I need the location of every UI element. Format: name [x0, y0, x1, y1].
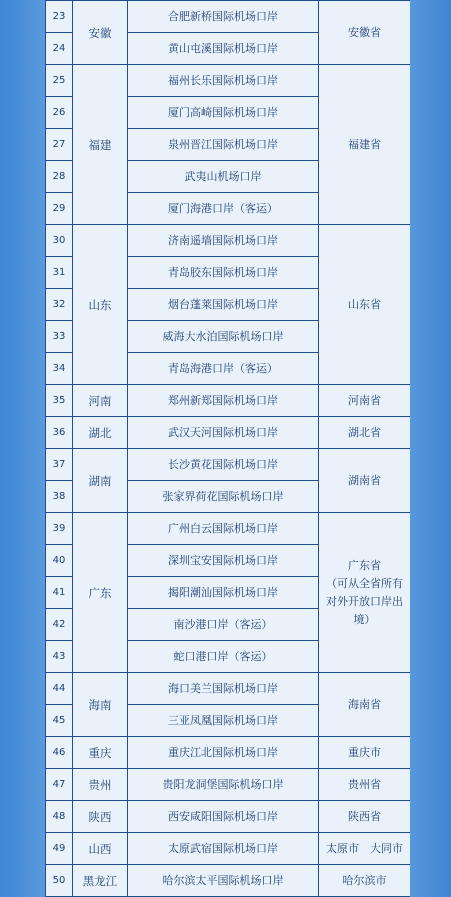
port-name: 太原武宿国际机场口岸 — [128, 833, 319, 865]
port-name: 贵阳龙洞堡国际机场口岸 — [128, 769, 319, 801]
province-cell: 山西 — [73, 833, 128, 865]
table-row — [46, 513, 411, 545]
row-number: 49 — [46, 833, 73, 865]
row-number: 32 — [46, 289, 73, 321]
port-name: 青岛海港口岸（客运） — [128, 353, 319, 385]
table-row — [46, 865, 411, 897]
province-cell: 陕西 — [73, 801, 128, 833]
scope-cell: 福建省 — [319, 65, 411, 225]
port-name: 长沙黄花国际机场口岸 — [128, 449, 319, 481]
table-row — [46, 769, 411, 801]
row-number: 43 — [46, 641, 73, 673]
province-cell: 贵州 — [73, 769, 128, 801]
row-number: 42 — [46, 609, 73, 641]
row-number: 27 — [46, 129, 73, 161]
row-number: 41 — [46, 577, 73, 609]
row-number: 31 — [46, 257, 73, 289]
table-row — [46, 385, 411, 417]
row-number: 44 — [46, 673, 73, 705]
port-name: 揭阳潮汕国际机场口岸 — [128, 577, 319, 609]
port-name: 武夷山机场口岸 — [128, 161, 319, 193]
scope-cell: 河南省 — [319, 385, 411, 417]
scope-cell: 湖北省 — [319, 417, 411, 449]
row-number: 25 — [46, 65, 73, 97]
port-name: 三亚凤凰国际机场口岸 — [128, 705, 319, 737]
port-name: 西安咸阳国际机场口岸 — [128, 801, 319, 833]
port-name: 福州长乐国际机场口岸 — [128, 65, 319, 97]
row-number: 37 — [46, 449, 73, 481]
table-row — [46, 673, 411, 705]
row-number: 26 — [46, 97, 73, 129]
province-cell: 海南 — [73, 673, 128, 737]
table-row — [46, 833, 411, 865]
port-name: 南沙港口岸（客运） — [128, 609, 319, 641]
port-name: 泉州晋江国际机场口岸 — [128, 129, 319, 161]
scope-text: 广东省 — [348, 558, 381, 572]
table-row — [46, 65, 411, 97]
port-name: 蛇口港口岸（客运） — [128, 641, 319, 673]
province-cell: 福建 — [73, 65, 128, 225]
port-name: 厦门海港口岸（客运） — [128, 193, 319, 225]
row-number: 28 — [46, 161, 73, 193]
scope-cell: 安徽省 — [319, 1, 411, 65]
row-number: 29 — [46, 193, 73, 225]
table-row — [46, 1, 411, 33]
row-number: 40 — [46, 545, 73, 577]
province-cell: 山东 — [73, 225, 128, 385]
port-name: 烟台蓬莱国际机场口岸 — [128, 289, 319, 321]
port-name: 郑州新郑国际机场口岸 — [128, 385, 319, 417]
port-name: 合肥新桥国际机场口岸 — [128, 1, 319, 33]
row-number: 36 — [46, 417, 73, 449]
scope-cell: 太原市 大同市 — [319, 833, 411, 865]
port-name: 武汉天河国际机场口岸 — [128, 417, 319, 449]
scope-cell: 湖南省 — [319, 449, 411, 513]
row-number: 33 — [46, 321, 73, 353]
port-table-card — [45, 0, 410, 897]
row-number: 34 — [46, 353, 73, 385]
port-name: 广州白云国际机场口岸 — [128, 513, 319, 545]
port-name: 济南遥墙国际机场口岸 — [128, 225, 319, 257]
port-name: 青岛胶东国际机场口岸 — [128, 257, 319, 289]
province-cell: 湖北 — [73, 417, 128, 449]
port-name: 深圳宝安国际机场口岸 — [128, 545, 319, 577]
port-name: 威海大水泊国际机场口岸 — [128, 321, 319, 353]
province-cell: 广东 — [73, 513, 128, 673]
table-row — [46, 801, 411, 833]
row-number: 23 — [46, 1, 73, 33]
row-number: 24 — [46, 33, 73, 65]
table-row — [46, 417, 411, 449]
scope-cell: 重庆市 — [319, 737, 411, 769]
scope-cell: 海南省 — [319, 673, 411, 737]
scope-cell: 贵州省 — [319, 769, 411, 801]
port-name: 重庆江北国际机场口岸 — [128, 737, 319, 769]
province-cell: 湖南 — [73, 449, 128, 513]
scope-cell — [319, 513, 411, 673]
province-cell: 安徽 — [73, 1, 128, 65]
row-number: 39 — [46, 513, 73, 545]
port-table — [45, 0, 410, 897]
scope-cell: 哈尔滨市 — [319, 865, 411, 897]
province-cell: 重庆 — [73, 737, 128, 769]
row-number: 30 — [46, 225, 73, 257]
row-number: 35 — [46, 385, 73, 417]
table-row — [46, 225, 411, 257]
port-name: 海口美兰国际机场口岸 — [128, 673, 319, 705]
table-row — [46, 449, 411, 481]
scope-cell: 陕西省 — [319, 801, 411, 833]
port-name: 张家界荷花国际机场口岸 — [128, 481, 319, 513]
row-number: 47 — [46, 769, 73, 801]
row-number: 50 — [46, 865, 73, 897]
port-name: 厦门高崎国际机场口岸 — [128, 97, 319, 129]
row-number: 46 — [46, 737, 73, 769]
scope-cell: 山东省 — [319, 225, 411, 385]
scope-note: （可从全省所有对外开放口岸出境） — [326, 576, 403, 626]
row-number: 48 — [46, 801, 73, 833]
row-number: 38 — [46, 481, 73, 513]
port-name: 黄山屯溪国际机场口岸 — [128, 33, 319, 65]
table-row — [46, 737, 411, 769]
province-cell: 黑龙江 — [73, 865, 128, 897]
row-number: 45 — [46, 705, 73, 737]
port-name: 哈尔滨太平国际机场口岸 — [128, 865, 319, 897]
province-cell: 河南 — [73, 385, 128, 417]
